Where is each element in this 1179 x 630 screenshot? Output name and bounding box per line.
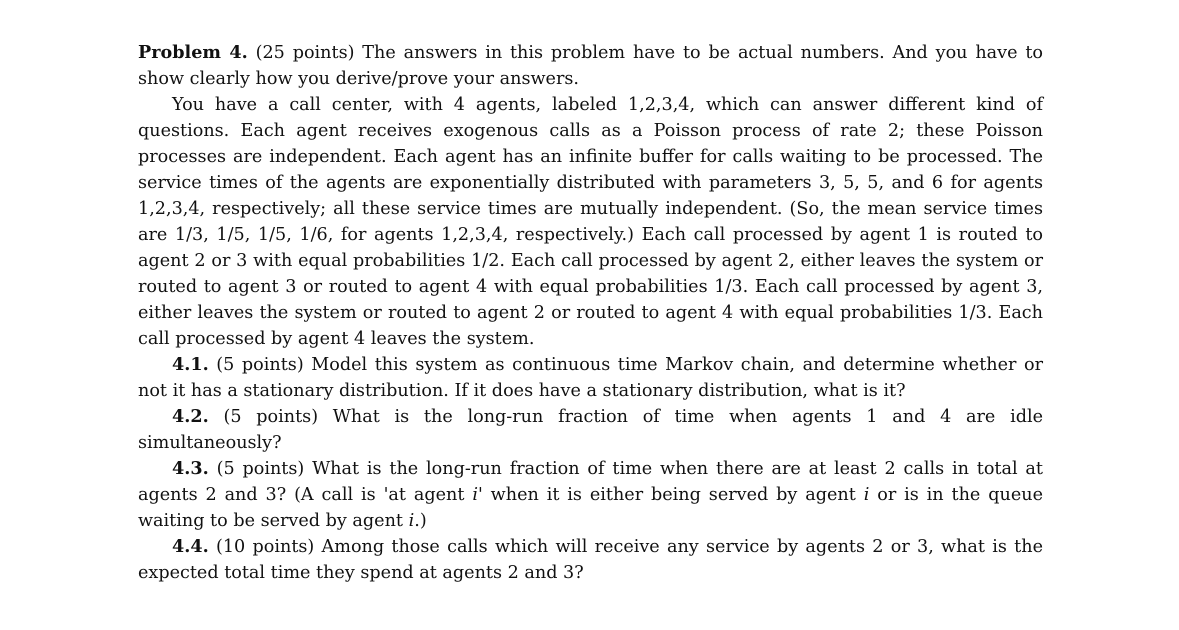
part-label: 4.1. <box>172 354 209 375</box>
part-4-3 <box>138 456 1043 534</box>
part-text: (5 points) What is the long-run fraction of time when there are at least 2 calls in total at agents 2 and 3? (A call is 'at agent <box>138 459 1043 505</box>
part-text: (10 points) Among those calls which will receive any service by agents 2 or 3, what is the expected total time they spend at agents 2 and 3? <box>138 537 1043 583</box>
problem-intro-text: (25 points) The answers in this problem have to be actual numbers. And you have to show clearly how you derive/prove your answers. <box>138 43 1044 89</box>
part-text: ' when it is either being served by agent <box>477 485 864 505</box>
part-label: 4.3. <box>172 458 209 479</box>
part-label: 4.2. <box>172 406 209 427</box>
math-var-i: i <box>472 485 478 505</box>
part-4-1 <box>138 352 1043 404</box>
problem-setup: You have a call center, with 4 agents, labeled 1,2,3,4, which can answer different kind of questions. Each agent receives exogenous calls as a Poisson process of rate 2; these Poisson processes are independent. Each agent has an infinite buffer for calls waiting to be processed. The service times of the agents are exponentially distributed with parameters 3, 5, 5, and 6 for agents 1,2,3,4, respectively; all these service times are mutually independent. (So, the mean service times are 1/3, 1/5, 1/5, 1/6, for agents 1,2,3,4, respectively.) Each call processed by agent 1 is routed to agent 2 or 3 with equal probabilities 1/2. Each call processed by agent 2, either leaves the system or routed to agent 3 or routed to agent 4 with equal probabilities 1/3. Each call processed by agent 3, either leaves the system or routed to agent 2 or routed to agent 4 with equal probabilities 1/3. Each call processed by agent 4 leaves the system. <box>138 95 1043 349</box>
math-var-i: i <box>863 485 870 505</box>
part-4-2 <box>138 404 1043 456</box>
problem-intro <box>138 40 1043 92</box>
part-text: or is in the queue waiting to be served by agent <box>138 485 1043 531</box>
problem-heading: Problem 4. <box>138 42 248 63</box>
part-text: (5 points) What is the long-run fraction of time when agents 1 and 4 are idle simultaneously? <box>138 407 1043 453</box>
part-text: (5 points) Model this system as continuous time Markov chain, and determine whether or not it has a stationary distribution. If it does have a stationary distribution, what is it? <box>138 355 1043 401</box>
part-text: .) <box>414 511 427 531</box>
part-4-4 <box>138 534 1043 586</box>
part-label: 4.4. <box>172 536 209 557</box>
problem-document <box>138 40 1043 586</box>
math-var-i: i <box>408 511 415 531</box>
